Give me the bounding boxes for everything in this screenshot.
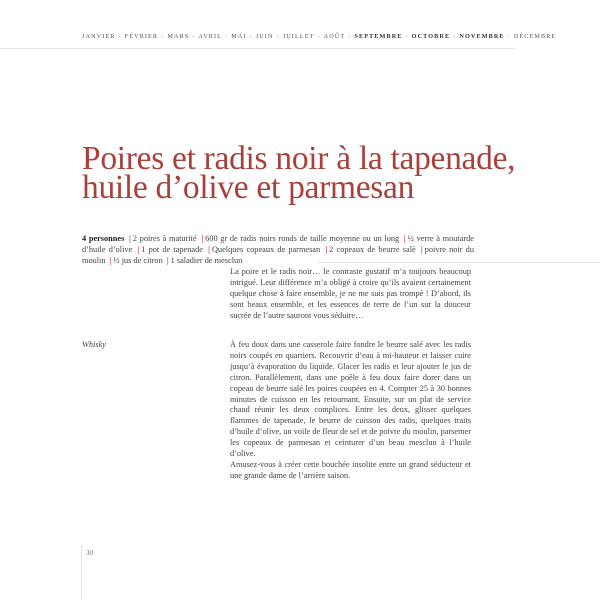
month-6: JUILLET (282, 33, 315, 40)
month-separator: - (348, 33, 352, 40)
month-9: OCTOBRE (411, 33, 451, 40)
month-separator: - (249, 33, 253, 40)
month-separator: - (192, 33, 196, 40)
months-navigation (82, 33, 562, 40)
month-4: MAI (231, 33, 247, 40)
footer-vertical-rule (81, 545, 82, 600)
ingredient: | ½ verre à moutarde d’huile d’olive (82, 234, 474, 254)
ingredient: | 600 gr de radis noirs ronds de taille moyenne ou un long (199, 234, 399, 243)
month-separator: - (276, 33, 280, 40)
month-separator: - (161, 33, 165, 40)
month-0: JANVIER (82, 33, 116, 40)
intro-paragraph: La poire et le radis noir… le contraste gustatif m’a toujours beaucoup intrigué. Leur différence m’a obligé à croire qu’ils avaient certainement quelque chose à faire ensemble, je ne me suis pas trompé ! D’abord, ils sont beaux ensemble, et les essences de terre de l’un sur la douceur sucrée de l’autre sauront vous séduire… (230, 267, 471, 320)
servings: 4 personnes (82, 234, 125, 243)
method-paragraph: À feu doux dans une casserole faire fondre le beurre salé avec les radis noirs coupés en quartiers. Recouvrir d’eau à mi-hauteur et laisser cuire jusqu’à évaporation du liquide. Glacer les radis et leur ajouter le jus de citron. Parallèlement, dans une poêle à feu doux faire dorer dans un copeau de beurre salé les poires coupées en 4. Compter 25 à 30 bonnes minutes de cuisson en les retournant. Ensuite, sur un plat de service chaud réunir les deux complices. Entre les deux, glisser quelques flammes de tapenade, le beurre de cuisson des radis, quelques traits d’huile d’olive, un voile de fleur de sel et de poivre du moulin, parsemer les copeaux de parmesan et ceinturer d’un beau mesclun à l’huile d’olive. (230, 340, 471, 459)
wine-pairing: Whisky (82, 340, 106, 349)
ingredient: | Quelques copeaux de parmesan (206, 245, 320, 254)
page-number: 30 (86, 549, 93, 557)
ingredient: | poivre noir du moulin (82, 245, 474, 265)
ingredient: | ½ jus de citron (108, 256, 163, 265)
ingredient: | 2 copeaux de beurre salé (323, 245, 415, 254)
month-separator: - (317, 33, 321, 40)
month-10: NOVEMBRE (459, 33, 505, 40)
header-divider (0, 48, 515, 49)
month-separator: - (507, 33, 511, 40)
month-3: AVRIL (198, 33, 223, 40)
month-separator: - (453, 33, 457, 40)
month-8: SEPTEMBRE (354, 33, 403, 40)
month-5: JUIN (255, 33, 274, 40)
ingredient: | 1 saladier de mesclun (165, 256, 242, 265)
month-7: AOÛT (323, 33, 346, 40)
method-text (230, 340, 471, 482)
month-11: DÉCEMBRE (513, 33, 557, 40)
method-paragraph: Amusez-vous à créer cette bouchée insolite entre un grand séducteur et une grande dame de l’arrière saison. (230, 459, 471, 480)
ingredient: | 2 poires à maturité (127, 234, 197, 243)
month-1: FÉVRIER (124, 33, 159, 40)
ingredient: | 1 pot de tapenade (135, 245, 203, 254)
month-separator: - (405, 33, 409, 40)
ingredients-divider (318, 262, 600, 263)
title-line-1: Poires et radis noir à la tapenade, (82, 140, 516, 177)
month-2: MARS (167, 33, 190, 40)
month-separator: - (225, 33, 229, 40)
title-line-2: huile d’olive et parmesan (82, 169, 415, 206)
month-separator: - (118, 33, 122, 40)
recipe-title (82, 140, 582, 206)
